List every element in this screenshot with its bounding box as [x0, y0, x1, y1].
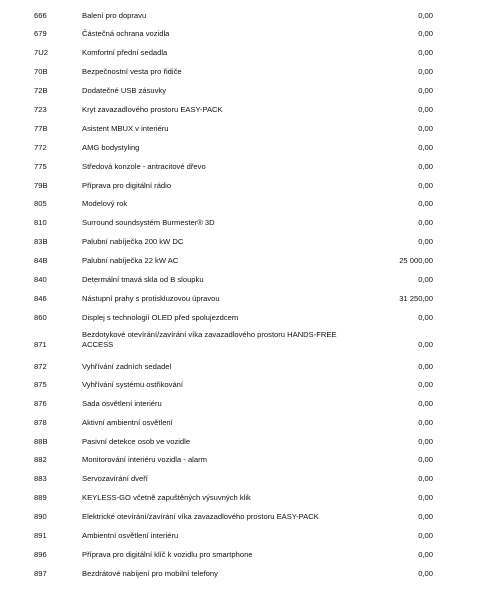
option-description: Vyhřívání systému ostřikování — [82, 380, 184, 389]
option-code: 83B — [34, 237, 48, 246]
option-price: 0,00 — [418, 181, 433, 190]
option-description: Palubní nabíječka 22 kW AC — [82, 256, 179, 265]
option-description: Determální tmavá skla od B sloupku — [82, 275, 204, 284]
option-code: 896 — [34, 550, 47, 559]
option-description: Palubní nabíječka 200 kW DC — [82, 237, 184, 246]
option-description: Modelový rok — [82, 199, 128, 208]
option-code: 897 — [34, 569, 47, 578]
option-code: 84B — [34, 256, 48, 265]
option-code: 872 — [34, 362, 47, 371]
option-code: 77B — [34, 124, 48, 133]
option-description: Ambientní osvětlení interiéru — [82, 531, 179, 540]
option-code: 775 — [34, 162, 47, 171]
option-code: 876 — [34, 399, 47, 408]
option-code: 889 — [34, 493, 47, 502]
option-price: 31 250,00 — [399, 294, 433, 303]
option-description: Nástupní prahy s protiskluzovou úpravou — [82, 294, 220, 303]
option-price: 0,00 — [418, 474, 433, 483]
option-description-line: Bezdotykové otevírání/zavírání víka zavazadlového prostoru HANDS-FREE — [82, 330, 337, 339]
option-code: 79B — [34, 181, 48, 190]
option-price: 0,00 — [418, 437, 433, 446]
option-description: Dodatečné USB zásuvky — [82, 86, 166, 95]
option-description: Surround soundsystém Burmester® 3D — [82, 218, 215, 227]
option-code: 70B — [34, 67, 48, 76]
option-price: 0,00 — [418, 418, 433, 427]
option-code: 72B — [34, 86, 48, 95]
option-code: 878 — [34, 418, 47, 427]
option-description: Elektrické otevírání/zavírání víka zavazadlového prostoru EASY-PACK — [82, 512, 319, 521]
option-code: 846 — [34, 294, 47, 303]
option-description: Servozavírání dveří — [82, 474, 148, 483]
option-description: Částečná ochrana vozidla — [82, 29, 170, 38]
option-price: 0,00 — [418, 124, 433, 133]
option-code: 890 — [34, 512, 47, 521]
option-price: 0,00 — [418, 48, 433, 57]
option-description: KEYLESS-GO včetně zapuštěných výsuvných klik — [82, 493, 251, 502]
option-code: 679 — [34, 29, 47, 38]
option-price: 0,00 — [418, 313, 433, 322]
option-price: 0,00 — [418, 162, 433, 171]
option-description: Kryt zavazadlového prostoru EASY-PACK — [82, 105, 223, 114]
option-price: 0,00 — [418, 29, 433, 38]
option-description: Displej s technologií OLED před spolujezdcem — [82, 313, 239, 322]
option-code: 88B — [34, 437, 48, 446]
option-code: 810 — [34, 218, 47, 227]
option-code: 882 — [34, 455, 47, 464]
option-price: 0,00 — [418, 86, 433, 95]
option-description: Příprava pro digitální rádio — [82, 181, 172, 190]
option-description: Komfortní přední sedadla — [82, 48, 168, 57]
option-price: 0,00 — [418, 531, 433, 540]
option-code: 805 — [34, 199, 47, 208]
option-description: Vyhřívání zadních sedadel — [82, 362, 172, 371]
option-price: 0,00 — [418, 218, 433, 227]
option-price: 0,00 — [418, 11, 433, 20]
option-price: 0,00 — [418, 455, 433, 464]
option-description: Bezpečnostní vesta pro řidiče — [82, 67, 182, 76]
option-description: Asistent MBUX v interiéru — [82, 124, 169, 133]
option-code: 840 — [34, 275, 47, 284]
option-code: 891 — [34, 531, 47, 540]
option-description: Balení pro dopravu — [82, 11, 147, 20]
option-code: 875 — [34, 380, 47, 389]
option-price: 0,00 — [418, 275, 433, 284]
option-price: 0,00 — [418, 399, 433, 408]
option-code: 883 — [34, 474, 47, 483]
option-price: 0,00 — [418, 493, 433, 502]
option-code: 7U2 — [34, 48, 48, 57]
option-price: 0,00 — [418, 237, 433, 246]
option-price: 0,00 — [418, 362, 433, 371]
option-price: 0,00 — [418, 380, 433, 389]
option-code: 666 — [34, 11, 47, 20]
option-description: Sada osvětlení interiéru — [82, 399, 162, 408]
option-description: AMG bodystyling — [82, 143, 140, 152]
option-description: Pasivní detekce osob ve vozidle — [82, 437, 191, 446]
option-description: Monitorování interiéru vozidla - alarm — [82, 455, 207, 464]
option-price: 0,00 — [418, 340, 433, 349]
option-price: 0,00 — [418, 512, 433, 521]
option-description: Příprava pro digitální klíč k vozidlu pro smartphone — [82, 550, 253, 559]
option-price: 0,00 — [418, 67, 433, 76]
option-code: 772 — [34, 143, 47, 152]
option-price: 25 000,00 — [399, 256, 433, 265]
option-price: 0,00 — [418, 143, 433, 152]
option-code: 860 — [34, 313, 47, 322]
option-description — [82, 330, 367, 350]
option-code: 723 — [34, 105, 47, 114]
option-description-line: ACCESS — [82, 340, 114, 349]
option-code: 871 — [34, 340, 47, 349]
option-price: 0,00 — [418, 199, 433, 208]
option-price: 0,00 — [418, 105, 433, 114]
option-description: Středová konzole - antracitové dřevo — [82, 162, 206, 171]
option-description: Aktivní ambientní osvětlení — [82, 418, 173, 427]
option-description: Bezdrátové nabíjení pro mobilní telefony — [82, 569, 218, 578]
option-price: 0,00 — [418, 569, 433, 578]
option-price: 0,00 — [418, 550, 433, 559]
